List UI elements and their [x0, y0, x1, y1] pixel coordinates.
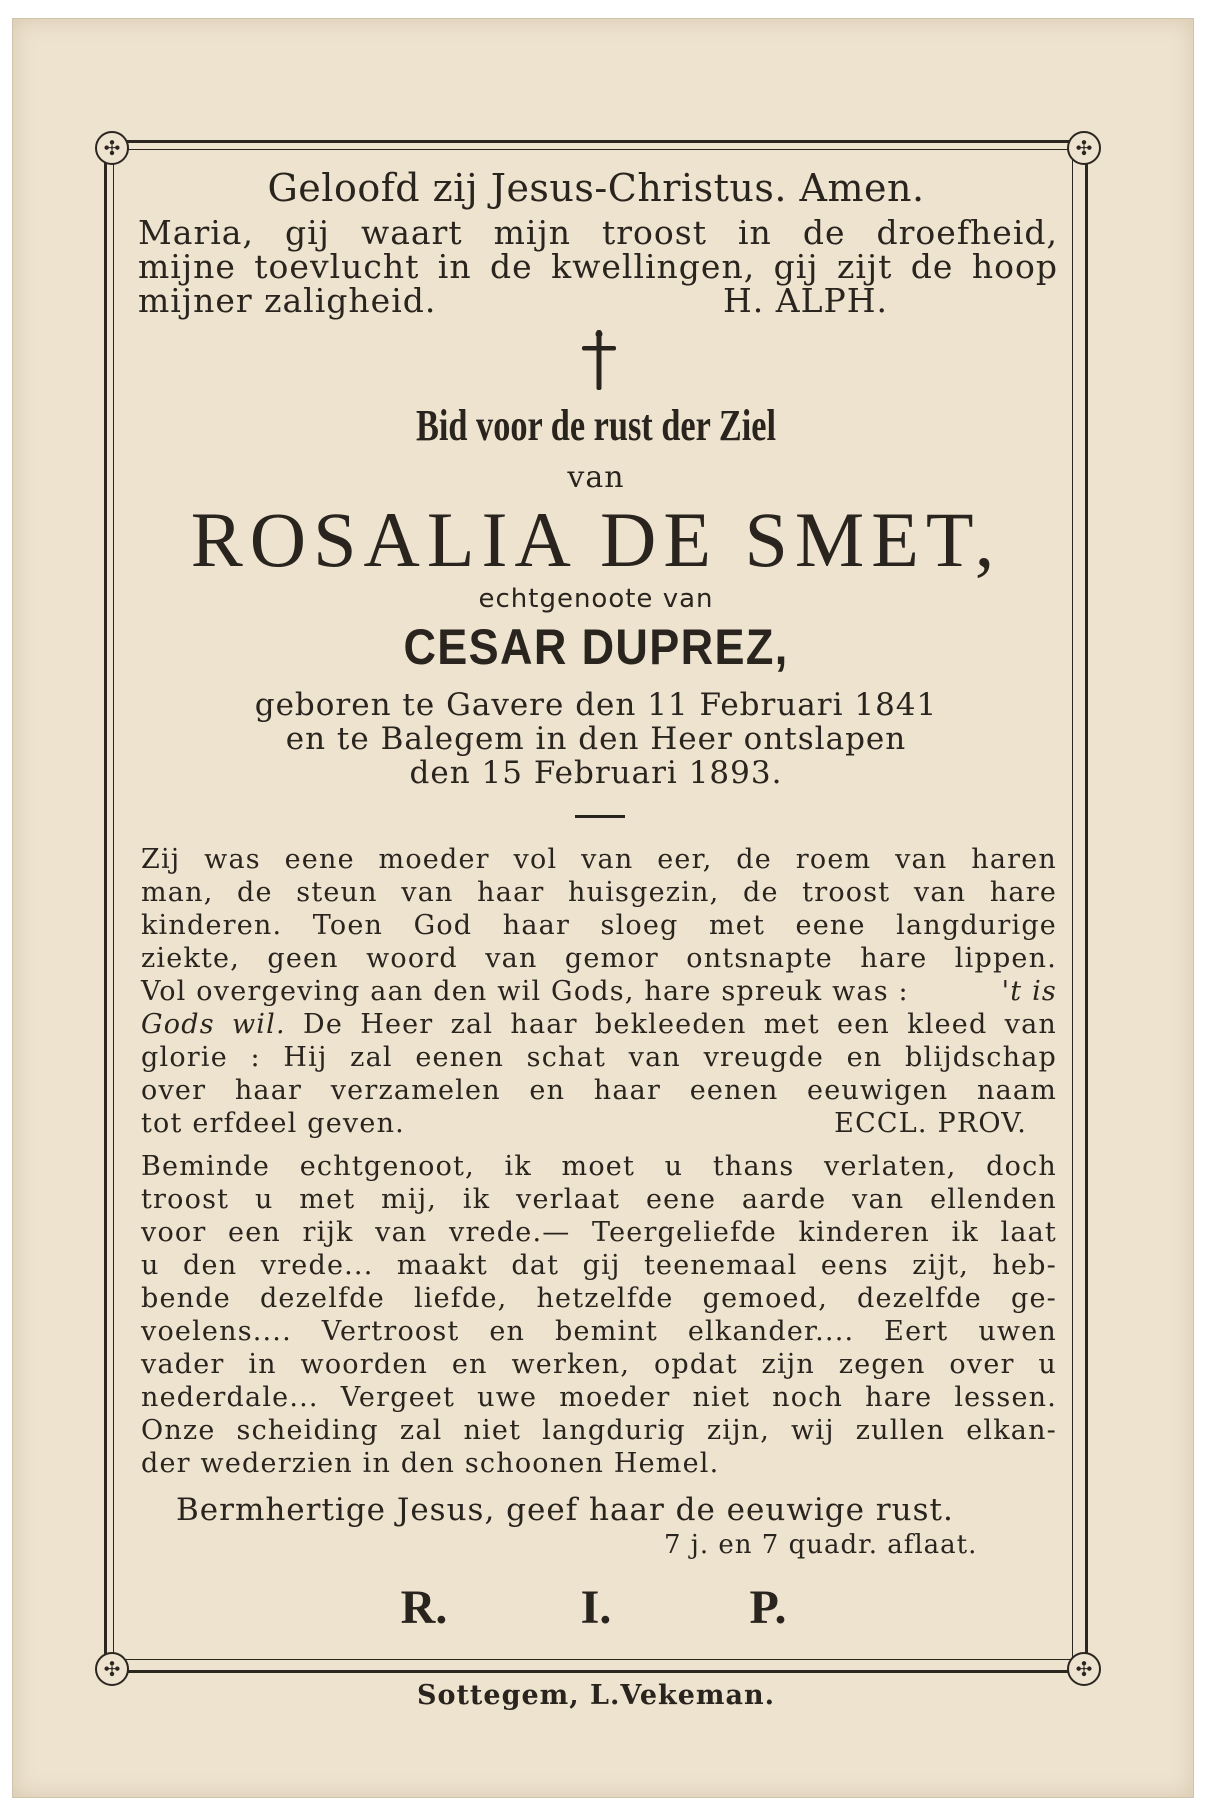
attribution: ECCL. PROV. — [834, 1108, 1027, 1139]
date-line: geboren te Gavere den 11 Februari 1841 — [254, 687, 938, 723]
cross-icon — [582, 330, 616, 390]
quote-last-line — [138, 281, 1058, 320]
text-line: u den vrede... maakt dat gij teenemaal eens zijt, heb- — [141, 1250, 1057, 1281]
quote-line: mijne toevlucht in de kwellingen, gij zijt de hoop — [138, 247, 1058, 286]
text-fragment: De Heer zal haar bekleeden met een kleed van — [285, 1009, 1057, 1040]
van-label: van — [567, 460, 625, 495]
dates-block — [104, 688, 1088, 790]
closing-prayer: Bermhertige Jesus, geef haar de eeuwige rust. — [176, 1492, 954, 1528]
text-line: ziekte, geen woord van gemor ontsnapte hare lippen. — [141, 943, 1057, 974]
header-invocation: Geloofd zij Jesus-Christus. Amen. — [267, 166, 925, 210]
rip-letter: I. — [580, 1581, 612, 1634]
text-line: Zij was eene moeder vol van eer, de roem van haren — [141, 844, 1057, 875]
paragraph-2 — [141, 1150, 1057, 1480]
text-line — [141, 1008, 1057, 1041]
text-line: nederdale... Vergeet uwe moeder niet noch hare lessen. — [141, 1382, 1057, 1413]
text-line: man, de steun van haar huisgezin, de troost van hare — [141, 877, 1057, 908]
corner-ornament-icon: ✣ — [95, 131, 129, 165]
text-line: voelens.... Vertroost en bemint elkander.... Eert uwen — [141, 1316, 1057, 1347]
date-line: en te Balegem in den Heer ontslapen — [285, 721, 907, 757]
divider — [575, 815, 625, 818]
spouse-name: CESAR DUPREZ, — [403, 619, 789, 675]
text-line: voor een rijk van vrede.— Teergeliefde kinderen ik laat — [141, 1217, 1057, 1248]
indulgence-note: 7 j. en 7 quadr. aflaat. — [664, 1530, 978, 1560]
rip — [104, 1580, 1088, 1635]
text-line: bende dezelfde liefde, hetzelfde gemoed, dezelfde ge- — [141, 1283, 1057, 1314]
italic-fragment: 't is — [1001, 976, 1057, 1007]
text-line: kinderen. Toen God haar sloeg met eene langdurige — [141, 910, 1057, 941]
spouse-relation: echtgenoote van — [478, 584, 714, 614]
corner-ornament-icon: ✣ — [1067, 1652, 1101, 1686]
corner-ornament-icon: ✣ — [1067, 131, 1101, 165]
bid-heading: Bid voor de rust der Ziel — [415, 401, 777, 450]
text-line: troost u met mij, ik verlaat eene aarde van ellenden — [141, 1184, 1057, 1215]
rip-letter: R. — [400, 1581, 448, 1634]
text-line: glorie : Hij zal eenen schat van vreugde en blijdschap — [141, 1042, 1057, 1073]
paragraph-1 — [141, 843, 1057, 1140]
quote-attribution: H. ALPH. — [723, 281, 888, 320]
corner-ornament-icon: ✣ — [95, 1652, 129, 1686]
text-fragment: tot erfdeel geven. — [141, 1108, 405, 1139]
printer-imprint: Sottegem, L.Vekeman. — [416, 1680, 776, 1711]
italic-fragment: Gods wil. — [141, 1009, 286, 1040]
quote-line: Maria, gij waart mijn troost in de droefheid, — [138, 213, 1058, 252]
text-line: der wederzien in den schoonen Hemel. — [141, 1448, 720, 1479]
quote-block — [138, 213, 1058, 320]
text-line: Beminde echtgenoot, ik moet u thans verlaten, doch — [141, 1151, 1057, 1182]
text-line: over haar verzamelen en haar eenen eeuwigen naam — [141, 1075, 1057, 1106]
quote-line: mijner zaligheid. — [138, 281, 437, 320]
text-line — [141, 975, 1057, 1008]
text-line: Onze scheiding zal niet langdurig zijn, wij zullen elkan- — [141, 1415, 1057, 1446]
rip-letter: P. — [749, 1581, 787, 1634]
date-line: den 15 Februari 1893. — [409, 755, 783, 791]
deceased-name: ROSALIA DE SMET, — [190, 496, 1002, 583]
text-fragment: Vol overgeving aan den wil Gods, hare spreuk was : — [141, 976, 909, 1007]
text-line: vader in woorden en werken, opdat zijn zegen over u — [141, 1349, 1057, 1380]
text-line — [141, 1107, 1057, 1140]
